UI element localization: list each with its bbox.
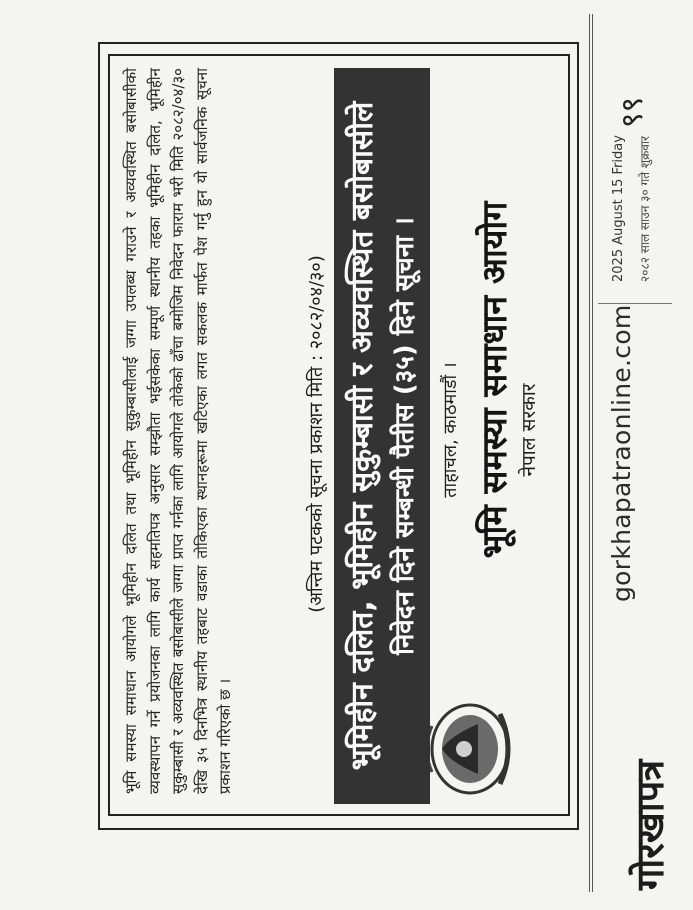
header-divider: [598, 303, 672, 304]
date-nepali: २०८२ साल साउन ३० गते शुक्रवार: [638, 136, 652, 282]
headline-line-1: भूमिहीन दलित, भूमिहीन सुकुम्बासी र अव्यवस्थित बसोबासीले: [345, 101, 380, 771]
masthead-title: गोरखापत्र: [628, 759, 672, 890]
headline-banner: [334, 68, 430, 804]
header-rule: [589, 14, 590, 892]
notice-body: भूमि समस्या समाधान आयोगले भूमिहीन दलित तथा भूमिहीन सुकुम्बासीलाई जग्गा उपलब्ध गराउने र अव्यवस्थित बसोबासीको व्यवस्थापन गर्ने प्रयोजनका लागि कार्य सहमतिपत्र अनुसार सम्झौता भईसकेका सम्पूर्ण स्थानीय तहका भूमिहीन दलित, भूमिहीन सुकुम्बासी र अव्यवस्थित बसोबासीले जग्गा प्राप्त गर्नका लागि आयोगले तोकेको ढाँचा बमोजिम निवेदन फाराम भरी मिति २०८२/०४/३० देखि ३५ दिनभित्र स्थानीय तहबाट वडाका तोकिएका स्थानहरूमा खटिएका लगत सकलक मार्फत पेश गर्नु हुन यो सार्वजनिक सूचना प्रकाशन गरिएको छ ।: [122, 68, 234, 794]
organization-address: ताहाचल, काठमाडौं ।: [440, 362, 461, 498]
organization-name: भूमि समस्या समाधान आयोग: [475, 201, 515, 559]
site-url: gorkhapatraonline.com: [607, 304, 636, 602]
page-number: ९९: [615, 96, 650, 128]
date-english: 2025 August 15 Friday: [611, 135, 626, 282]
government-name: नेपाल सरकार: [518, 383, 540, 477]
publication-date: (अन्तिम पटकको सूचना प्रकाशन मिति : २०८२/०४/३०): [306, 255, 327, 613]
header-rule: [592, 14, 593, 892]
nepal-emblem-icon: [420, 696, 516, 802]
headline-line-2: निवेदन दिने सम्बन्धी पैतीस (३५) दिने सूचना ।: [390, 217, 420, 655]
